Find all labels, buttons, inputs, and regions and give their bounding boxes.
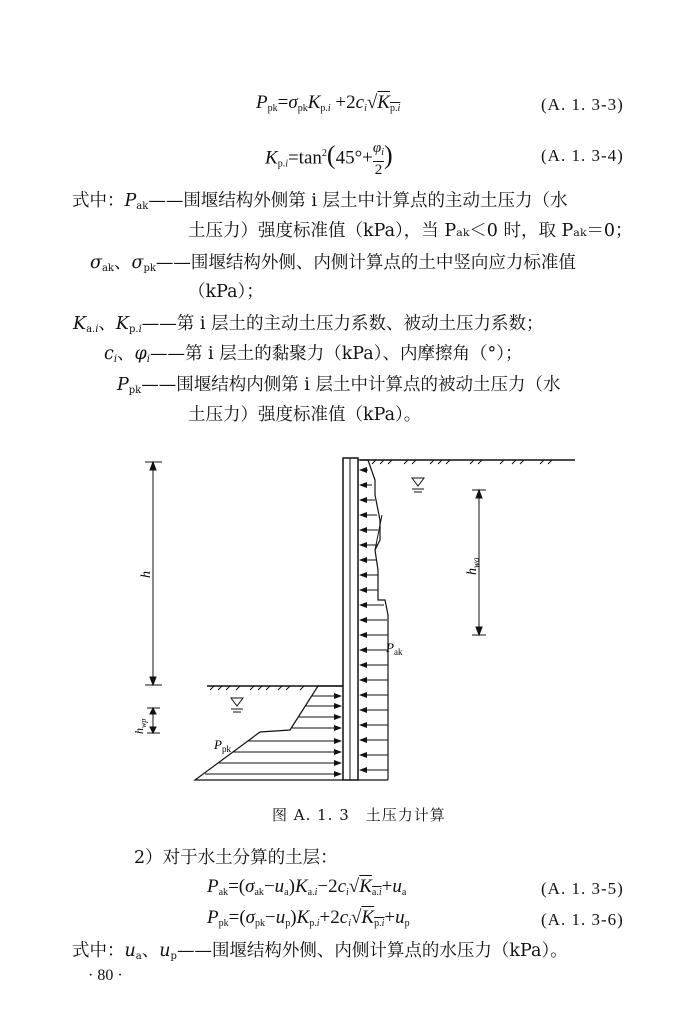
hwp-dimension [147, 708, 160, 733]
definition-sigma-cont: （kPa）； [188, 282, 264, 302]
definition-lead: 式中： [72, 941, 125, 961]
definition-pak-text: ——围堰结构外侧第 i 层土中计算点的主动土压力（水 [148, 191, 568, 211]
earth-pressure-figure [0, 440, 700, 800]
section-heading: 2）对于水土分算的土层： [134, 848, 338, 868]
equation-number: (A. 1. 3-5) [541, 879, 624, 898]
definition-k: $K_{a.i}$、$K_{p.i}——$第 i 层土的主动土压力系数、被动土压力系数； [73, 314, 544, 335]
definition-pak-lead: 式中：$P_{ak}——$围堰结构外侧第 i 层土中计算点的主动土压力（水 [72, 191, 568, 212]
equation-a-1-3-3: $P_{pk}=\sigma_{pk}K_{p.i} +2c_i√K_{p.i}$ [256, 92, 401, 114]
page-number: · 80 · [88, 967, 123, 984]
figure-caption: 图 A. 1. 3 土压力计算 [272, 806, 446, 824]
hwp-label: $h_{wp}$ [132, 718, 148, 734]
water-level-icon [412, 478, 424, 492]
definition-ppk-cont: 土压力）强度标准值（kPa）。 [188, 405, 422, 425]
h-label: h [139, 571, 154, 578]
equation-number: (A. 1. 3-3) [541, 95, 624, 114]
definition-lead: 式中： [72, 191, 125, 211]
ground-surface-outside [360, 460, 575, 464]
definition-k-text: ——第 i 层土的主动土压力系数、被动土压力系数； [141, 314, 544, 334]
definition-sigma-text: ——围堰结构外侧、内侧计算点的土中竖向应力标准值 [155, 253, 576, 273]
ppk-label: $P_{pk}$ [214, 737, 231, 754]
equation-a-1-3-6: $P_{pk}=(\sigma_{pk}-u_p)K_{p.i}+2c_i√K_{p.i}+u_p$ [207, 907, 410, 929]
equation-a-1-3-5: $P_{ak}=(\sigma_{ak}-u_a)K_{a.i}-2c_i√K_{a.i}+u_a$ [207, 876, 407, 898]
passive-pressure-diagram [195, 686, 343, 780]
definition-c-text: ——第 i 层土的黏聚力（kPa）、内摩擦角（°）； [149, 344, 523, 364]
equation-a-1-3-4: $K_{p.i}=\tan^2(45^\circ+\varphi_i$ 2 ) [265, 140, 393, 178]
water-level-icon-inside [231, 698, 243, 712]
retaining-wall [343, 458, 358, 780]
definition-ppk: $P_{pk}——$围堰结构内侧第 i 层土中计算点的被动土压力（水 [117, 375, 561, 396]
definition-sigma: $\sigma_{ak}$、$\sigma_{pk}——$围堰结构外侧、内侧计算点的土中竖向应力标准值 [90, 253, 576, 274]
definition-u-text: ——围堰结构外侧、内侧计算点的水压力（kPa）。 [176, 941, 568, 961]
definition-u: 式中：$u_a$、$u_p——$围堰结构外侧、内侧计算点的水压力（kPa）。 [72, 941, 568, 962]
definition-pak-cont: 土压力）强度标准值（kPa），当 Pₐₖ＜0 时，取 Pₐₖ＝0； [188, 221, 633, 241]
definition-ppk-text: ——围堰结构内侧第 i 层土中计算点的被动土压力（水 [141, 375, 561, 395]
equation-number: (A. 1. 3-4) [541, 146, 624, 165]
definition-c: $c_i$、$\varphi_i——$第 i 层土的黏聚力（kPa）、内摩擦角（°）； [104, 344, 523, 365]
pak-label: $P_{ak}$ [386, 640, 403, 657]
active-pressure-arrows [360, 470, 388, 770]
equation-number: (A. 1. 3-6) [541, 910, 624, 929]
hwa-label: $h_{wa}$ [465, 557, 481, 575]
passive-pressure-arrows [205, 696, 341, 774]
